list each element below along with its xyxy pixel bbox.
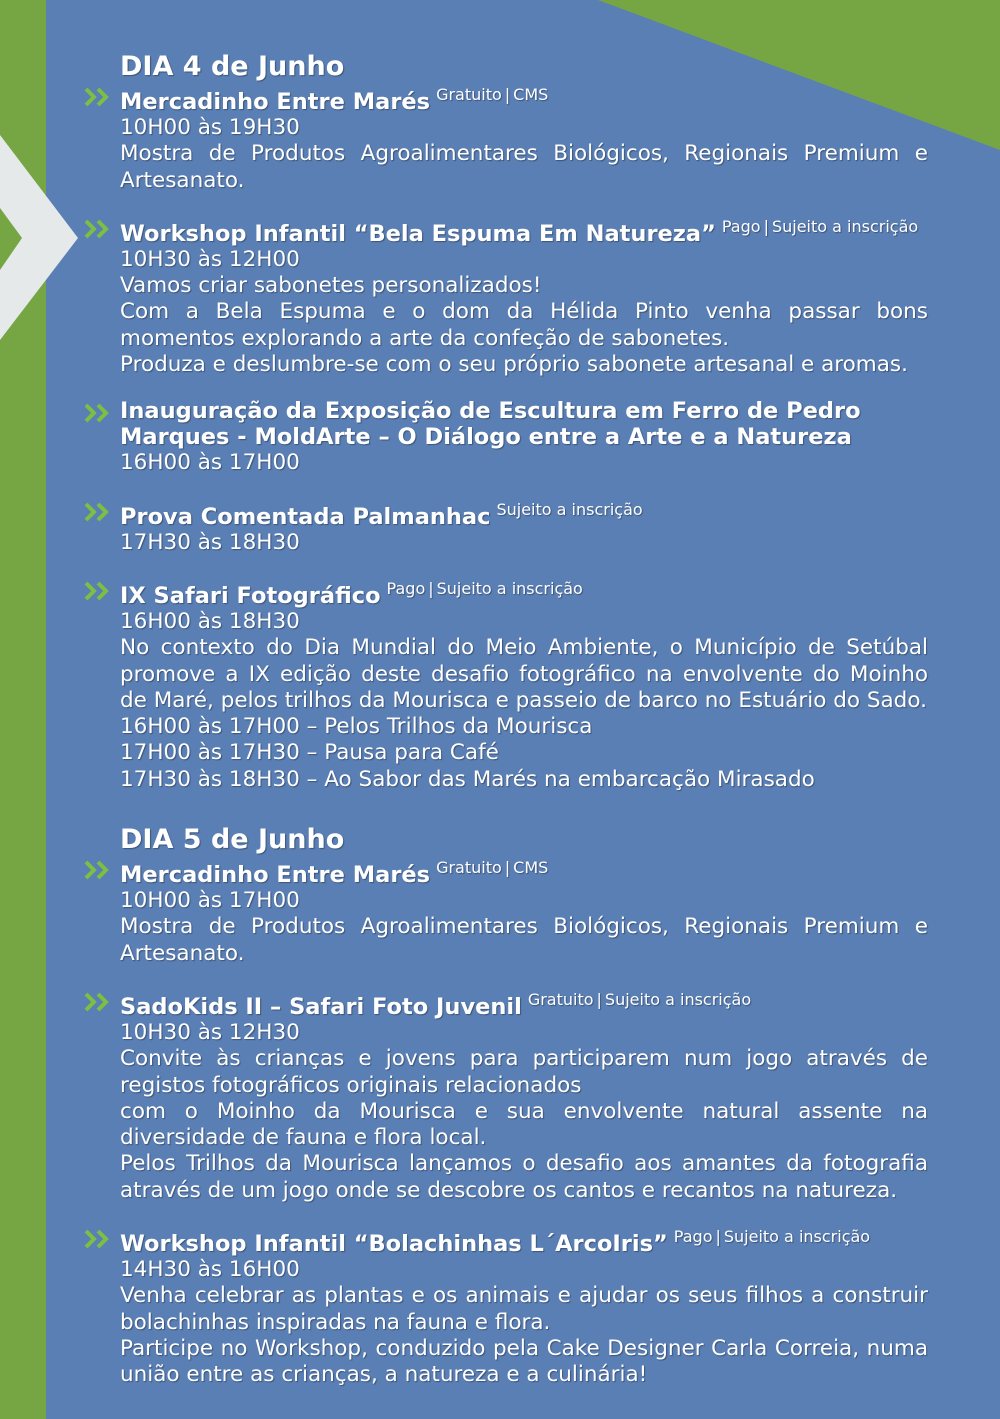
program-content [120, 52, 928, 1409]
event-title [120, 1224, 928, 1257]
tag-separator: | [763, 216, 769, 236]
event-tag: Sujeito a inscrição [771, 216, 919, 236]
event-time: 14H30 às 16H00 [120, 1257, 300, 1283]
event-item [120, 214, 928, 378]
tag-separator: | [504, 85, 511, 104]
event-item [120, 497, 928, 556]
event-title-text: Mercadinho Entre Marés [120, 89, 431, 115]
event-tag: CMS [513, 85, 549, 104]
event-tags [387, 579, 583, 598]
event-tags [674, 1227, 870, 1246]
event-description: 16H00 às 17H00 – Pelos Trilhos da Mourisca [120, 714, 593, 740]
event-item [120, 576, 928, 793]
event-tag: Sujeito a inscrição [604, 989, 752, 1009]
double-chevron-icon [84, 1229, 112, 1249]
event-time: 10H00 às 17H00 [120, 888, 300, 914]
event-tag: Gratuito [436, 85, 502, 104]
event-tag: CMS [513, 858, 549, 878]
event-tag: Pago [673, 1227, 713, 1247]
event-item [120, 82, 928, 194]
event-description: 17H00 às 17H30 – Pausa para Café [120, 740, 499, 766]
event-description: Com a Bela Espuma e o dom da Hélida Pinto venha passar bons momentos explorando a arte da confeção de sabonetes. [120, 299, 928, 351]
event-time: 16H00 às 17H00 [120, 450, 300, 476]
day-title: DIA 4 de Junho [120, 51, 345, 82]
tag-separator: | [428, 578, 434, 598]
event-time: 16H00 às 18H30 [120, 608, 300, 634]
event-title [120, 987, 928, 1020]
event-time: 10H30 às 12H30 [120, 1019, 300, 1045]
event-title-text: SadoKids II – Safari Foto Juvenil [120, 993, 522, 1020]
event-description: com o Moinho da Mourisca e sua envolvente natural assente na diversidade de fauna e flora local. [120, 1098, 928, 1151]
event-title [120, 398, 928, 450]
event-title-text: Workshop Infantil “Bolachinhas L´ArcoIris” [120, 1231, 668, 1258]
event-item [120, 855, 928, 967]
double-chevron-icon [84, 403, 112, 423]
event-description: Venha celebrar as plantas e os animais e ajudar os seus filhos a construir bolachinhas inspiradas na fauna e flora. [120, 1283, 928, 1335]
event-title-text: Mercadinho Entre Marés [120, 862, 431, 889]
event-tag: Sujeito a inscrição [496, 499, 643, 519]
event-time: 10H30 às 12H00 [120, 246, 300, 272]
event-description: Produza e deslumbre-se com o seu próprio sabonete artesanal e aromas. [120, 352, 908, 378]
event-description: Mostra de Produtos Agroalimentares Biológicos, Regionais Premium e Artesanato. [120, 141, 928, 193]
event-item [120, 398, 928, 476]
day-section [120, 813, 928, 1388]
event-tag: Sujeito a inscrição [723, 1227, 871, 1247]
event-description: Participe no Workshop, conduzido pela Cake Designer Carla Correia, numa união entre as crianças, a natureza e a culinária! [120, 1335, 928, 1388]
double-chevron-icon [84, 860, 112, 880]
event-description: No contexto do Dia Mundial do Meio Ambiente, o Município de Setúbal promove a IX edição deste desafio fotográfico na envolvente do Moinho de Maré, pelos trilhos da Mourisca e passeio de barco no Estuário do Sado. [120, 635, 928, 713]
event-title-text: Inauguração da Exposição de Escultura em Ferro de Pedro Marques - MoldArte – O Diálogo entre a Arte e a Natureza [120, 398, 861, 451]
event-title [120, 576, 928, 609]
event-tags [436, 858, 548, 877]
event-tags [496, 500, 642, 519]
event-description: Convite às crianças e jovens para participarem num jogo através de registos fotográficos originais relacionados [120, 1046, 928, 1098]
tag-separator: | [596, 989, 602, 1009]
event-title [120, 497, 928, 530]
event-title-text: IX Safari Fotográfico [120, 582, 381, 609]
double-chevron-icon [84, 581, 112, 601]
event-tag: Gratuito [436, 858, 502, 878]
double-chevron-icon [84, 87, 112, 107]
event-item [120, 987, 928, 1204]
event-title-text: Prova Comentada Palmanhac [120, 503, 491, 530]
tag-separator: | [504, 858, 511, 878]
event-title-text: Workshop Infantil “Bela Espuma Em Natureza” [120, 220, 716, 247]
tag-separator: | [715, 1227, 721, 1247]
program-days [120, 52, 928, 1389]
double-chevron-icon [84, 219, 112, 239]
event-description: 17H30 às 18H30 – Ao Sabor das Marés na embarcação Mirasado [120, 766, 815, 792]
event-tags [436, 85, 548, 104]
event-tags [528, 990, 751, 1009]
day-title: DIA 5 de Junho [120, 824, 345, 856]
double-chevron-icon [84, 992, 112, 1012]
event-tag: Gratuito [527, 989, 594, 1009]
event-title [120, 214, 928, 247]
event-description: Mostra de Produtos Agroalimentares Biológicos, Regionais Premium e Artesanato. [120, 914, 928, 966]
event-time: 17H30 às 18H30 [120, 529, 300, 555]
day-section [120, 52, 928, 793]
event-description: Pelos Trilhos da Mourisca lançamos o desafio aos amantes da fotografia através de um jogo onde se descobre os cantos e recantos na natureza. [120, 1151, 928, 1203]
event-tag: Pago [721, 216, 761, 236]
event-item [120, 1224, 928, 1388]
double-chevron-icon [84, 502, 112, 522]
event-title [120, 82, 928, 115]
event-time: 10H00 às 19H30 [120, 115, 300, 140]
event-description: Vamos criar sabonetes personalizados! [120, 273, 542, 299]
event-title [120, 855, 928, 888]
event-tag: Sujeito a inscrição [436, 578, 583, 598]
event-tag: Pago [386, 578, 426, 598]
event-tags [722, 217, 918, 236]
